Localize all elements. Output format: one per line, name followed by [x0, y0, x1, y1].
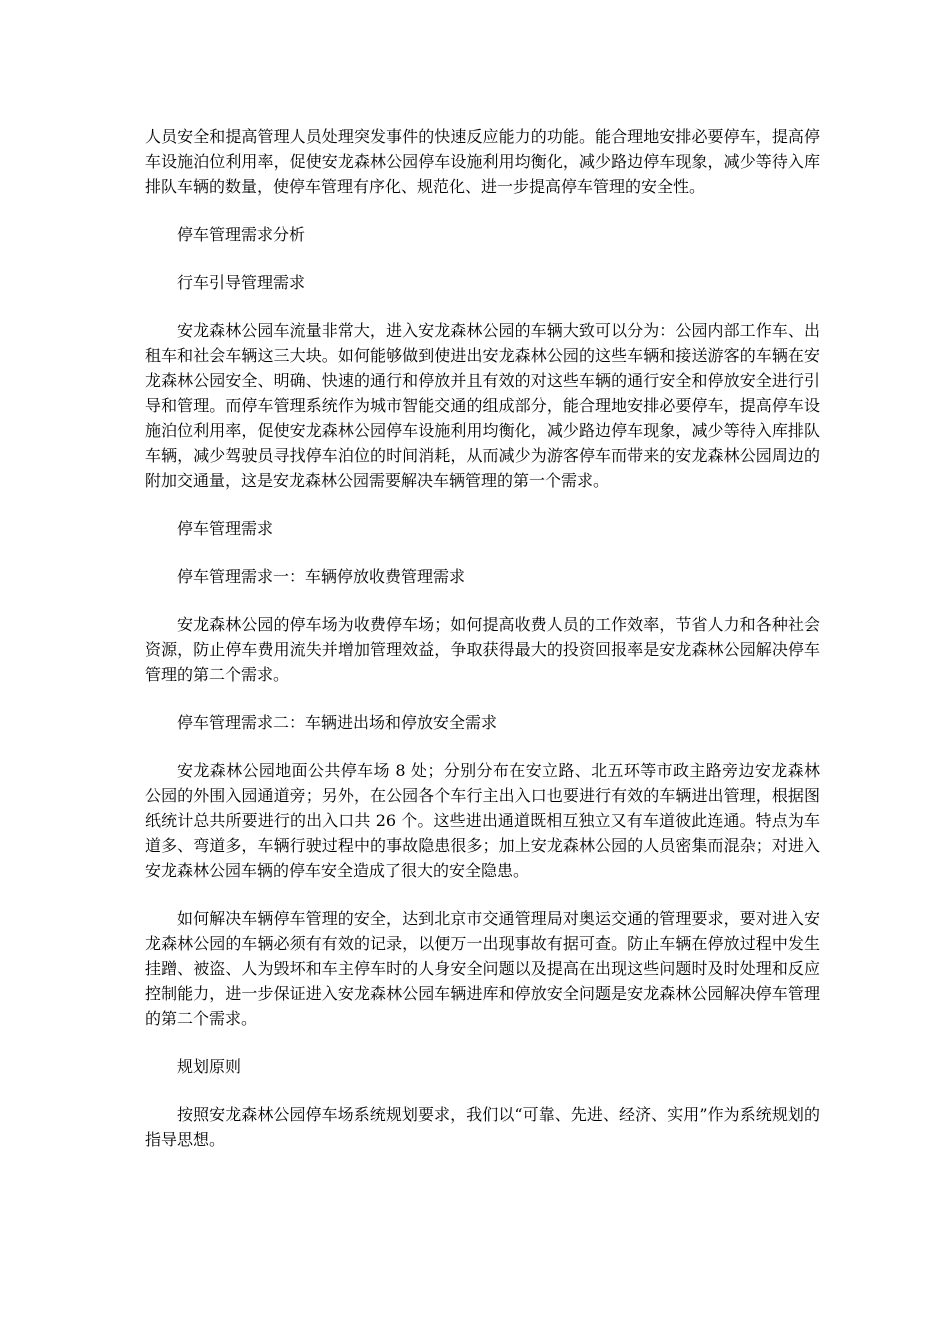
- section-heading-planning-principles: 规划原则: [177, 1057, 242, 1076]
- document-body: [145, 124, 820, 1175]
- paragraph-parking-lots: 安龙森林公园地面公共停车场 8 处；分别分布在安立路、北五环等市政主路旁边安龙森林公园的外围入园通道旁；另外，在公园各个车行主出入口也要进行有效的车辆进出管理，根据图纸统计总共所要进行的出入口共 26 个。这些进出通道既相互独立又有车道彼此连通。特点为车道多、弯道多，车辆行驶过程中的事故隐患很多；加上安龙森林公园的人员密集而混杂；对进入安龙森林公园车辆的停车安全造成了很大的安全隐患。: [145, 761, 820, 880]
- paragraph-continuation: 人员安全和提高管理人员处理突发事件的快速反应能力的功能。能合理地安排必要停车，提高停车设施泊位利用率，促使安龙森林公园停车设施利用均衡化，减少路边停车现象，减少等待入库排队车辆的数量，使停车管理有序化、规范化、进一步提高停车管理的安全性。: [145, 127, 820, 196]
- section-heading-requirement-one: 停车管理需求一：车辆停放收费管理需求: [177, 567, 466, 586]
- section-heading-requirement-two: 停车管理需求二：车辆进出场和停放安全需求: [177, 713, 498, 732]
- section-heading-parking-management: 停车管理需求: [177, 519, 274, 538]
- paragraph-planning-principles: 按照安龙森林公园停车场系统规划要求，我们以“可靠、先进、经济、实用”作为系统规划的指导思想。: [145, 1105, 820, 1149]
- paragraph-fee-management: 安龙森林公园的停车场为收费停车场；如何提高收费人员的工作效率，节省人力和各种社会资源，防止停车费用流失并增加管理效益，争取获得最大的投资回报率是安龙森林公园解决停车管理的第二个需求。: [145, 615, 820, 684]
- section-heading-traffic-guidance: 行车引导管理需求: [177, 273, 306, 292]
- paragraph-traffic-guidance: 安龙森林公园车流量非常大，进入安龙森林公园的车辆大致可以分为：公园内部工作车、出租车和社会车辆这三大块。如何能够做到使进出安龙森林公园的这些车辆和接送游客的车辆在安龙森林公园安全、明确、快速的通行和停放并且有效的对这些车辆的通行安全和停放安全进行引导和管理。而停车管理系统作为城市智能交通的组成部分，能合理地安排必要停车，提高停车设施泊位利用率，促使安龙森林公园停车设施利用均衡化，减少路边停车现象，减少等待入库排队车辆，减少驾驶员寻找停车泊位的时间消耗，从而减少为游客停车而带来的安龙森林公园周边的附加交通量，这是安龙森林公园需要解决车辆管理的第一个需求。: [145, 321, 820, 490]
- paragraph-parking-safety: 如何解决车辆停车管理的安全，达到北京市交通管理局对奥运交通的管理要求，要对进入安龙森林公园的车辆必须有有效的记录，以便万一出现事故有据可查。防止车辆在停放过程中发生挂蹭、被盗、人为毁坏和车主停车时的人身安全问题以及提高在出现这些问题时及时处理和反应控制能力，进一步保证进入安龙森林公园车辆进库和停放安全问题是安龙森林公园解决停车管理的第二个需求。: [145, 909, 820, 1028]
- section-heading-parking-demand-analysis: 停车管理需求分析: [177, 225, 306, 244]
